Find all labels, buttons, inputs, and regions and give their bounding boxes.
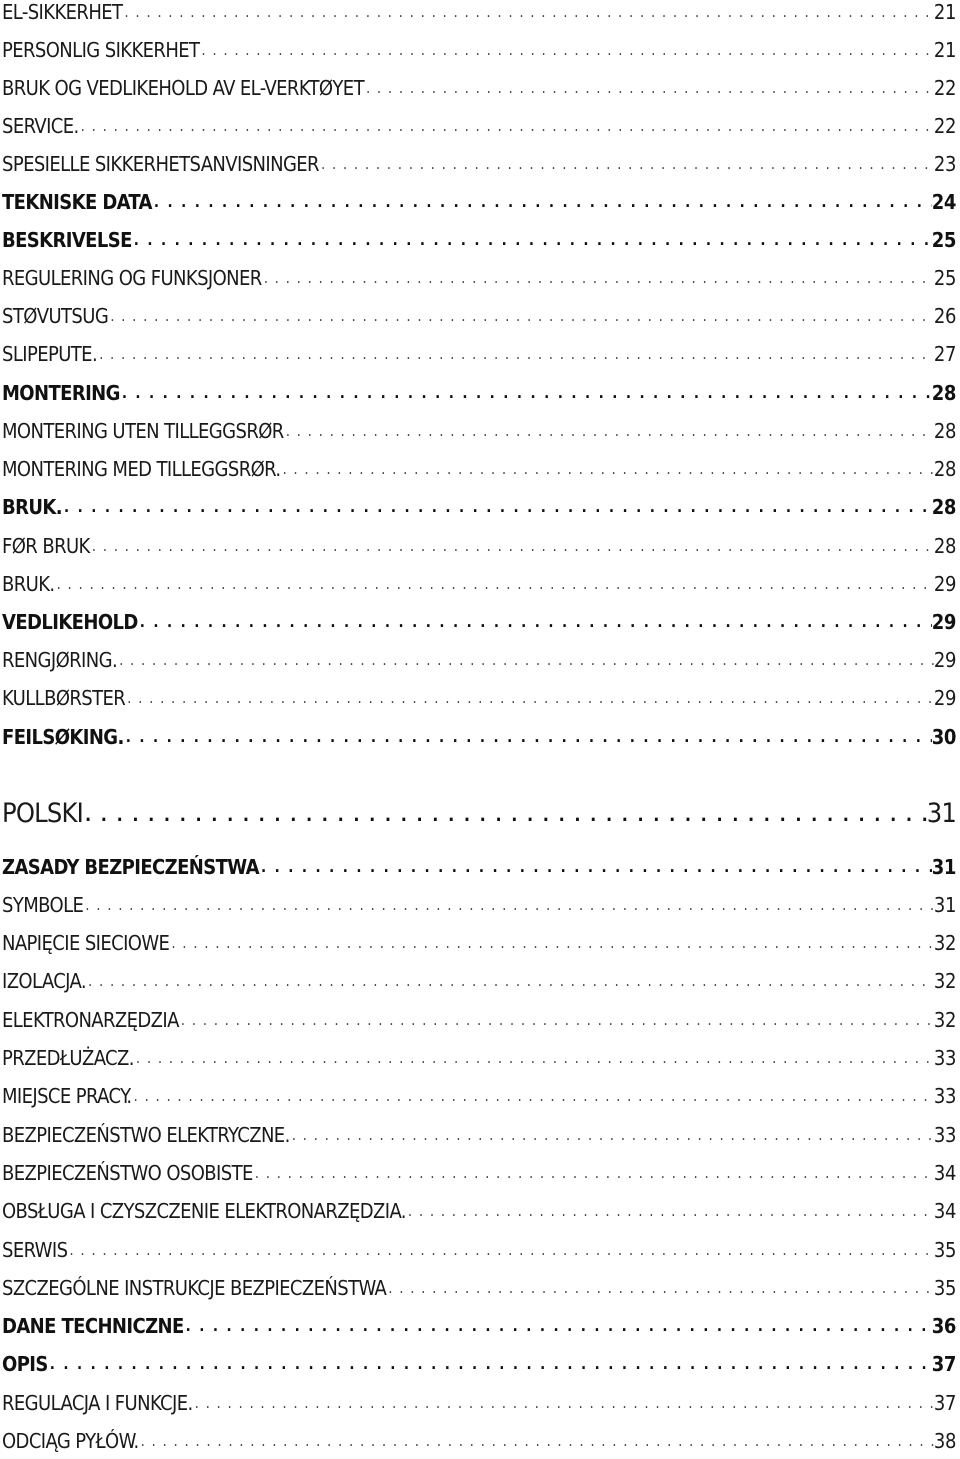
toc-entry[interactable] bbox=[2, 1232, 956, 1262]
toc-entry[interactable] bbox=[2, 963, 956, 993]
toc-entry[interactable] bbox=[2, 719, 956, 749]
toc-entry-page: 36 bbox=[931, 1314, 956, 1338]
dot-leader bbox=[62, 497, 932, 517]
toc-entry-page: 32 bbox=[933, 969, 956, 993]
dot-leader bbox=[152, 192, 932, 212]
dot-leader bbox=[259, 857, 932, 877]
toc-entry-title: REGULERING OG FUNKSJONER bbox=[2, 266, 262, 290]
toc-entry-title: SYMBOLE bbox=[2, 893, 84, 917]
toc-entry-title: SZCZEGÓLNE INSTRUKCJE BEZPIECZEŃSTWA bbox=[2, 1276, 387, 1300]
toc-entry-title: SERWIS bbox=[2, 1238, 68, 1262]
toc-entry-title: DANE TECHNICZNE bbox=[2, 1314, 184, 1338]
toc-entry-title: IZOLACJA. bbox=[2, 969, 87, 993]
toc-entry-page: 34 bbox=[933, 1199, 956, 1223]
toc-entry[interactable] bbox=[2, 1423, 956, 1453]
toc-entry-title: SLIPEPUTE. bbox=[2, 342, 98, 366]
toc-entry-title: SERVICE. bbox=[2, 114, 79, 138]
toc-entry-title: SPESIELLE SIKKERHETSANVISNINGER bbox=[2, 152, 319, 176]
toc-entry-title: BEZPIECZEŃSTWO OSOBISTE bbox=[2, 1161, 253, 1185]
toc-entry-page: 28 bbox=[933, 419, 956, 443]
dot-leader bbox=[108, 306, 934, 326]
toc-entry[interactable] bbox=[2, 1308, 956, 1338]
toc-entry-title: ODCIĄG PYŁÓW. bbox=[2, 1429, 139, 1453]
dot-leader bbox=[120, 383, 932, 403]
toc-entry[interactable] bbox=[2, 849, 956, 879]
toc-entry-title: POLSKI bbox=[2, 798, 83, 829]
toc-entry[interactable] bbox=[2, 528, 956, 558]
toc-entry[interactable] bbox=[2, 32, 956, 62]
toc-entry-title: BRUK. bbox=[2, 495, 62, 519]
toc-entry-page: 27 bbox=[933, 342, 956, 366]
dot-leader bbox=[193, 1393, 934, 1413]
toc-entry[interactable] bbox=[2, 1193, 956, 1223]
toc-entry-title: BRUK OG VEDLIKEHOLD AV EL-VERKTØYET bbox=[2, 76, 364, 100]
dot-leader bbox=[179, 1010, 934, 1030]
toc-entry-page: 28 bbox=[931, 495, 956, 519]
toc-entry-title: EL-SIKKERHET bbox=[2, 0, 123, 24]
toc-entry[interactable] bbox=[2, 1002, 956, 1032]
toc-entry-title: NAPIĘCIE SIECIOWE bbox=[2, 931, 170, 955]
toc-entry[interactable] bbox=[2, 1155, 956, 1185]
dot-leader bbox=[139, 1431, 934, 1451]
toc-entry[interactable] bbox=[2, 1117, 956, 1147]
toc-entry[interactable] bbox=[2, 680, 956, 710]
toc-entry-page: 34 bbox=[933, 1161, 956, 1185]
dot-leader bbox=[55, 574, 934, 594]
dot-leader bbox=[97, 344, 934, 364]
toc-entry-title: KULLBØRSTER bbox=[2, 686, 126, 710]
toc-entry[interactable] bbox=[2, 566, 956, 596]
toc-entry-title: OPIS bbox=[2, 1352, 48, 1376]
toc-entry-page: 33 bbox=[933, 1084, 956, 1108]
toc-entry[interactable] bbox=[2, 1078, 956, 1108]
toc-entry-title: MIEJSCE PRACY. bbox=[2, 1084, 132, 1108]
dot-leader bbox=[290, 1125, 934, 1145]
dot-leader bbox=[364, 78, 934, 98]
toc-entry[interactable] bbox=[2, 184, 956, 214]
dot-leader bbox=[134, 1048, 934, 1068]
toc-entry-page: 29 bbox=[933, 648, 956, 672]
toc-entry-page: 28 bbox=[933, 457, 956, 481]
dot-leader bbox=[86, 971, 934, 991]
toc-entry-title: OBSŁUGA I CZYSZCZENIE ELEKTRONARZĘDZIA. bbox=[2, 1199, 406, 1223]
toc-entry[interactable] bbox=[2, 222, 956, 252]
dot-leader bbox=[284, 421, 934, 441]
toc-entry-title: MONTERING MED TILLEGGSRØR. bbox=[2, 457, 281, 481]
toc-entry[interactable] bbox=[2, 1270, 956, 1300]
dot-leader bbox=[132, 1086, 934, 1106]
dot-leader bbox=[132, 230, 932, 250]
toc-entry-title: PERSONLIG SIKKERHET bbox=[2, 38, 200, 62]
toc-entry-title: ELEKTRONARZĘDZIA bbox=[2, 1008, 179, 1032]
dot-leader bbox=[124, 727, 932, 747]
toc-entry[interactable] bbox=[2, 260, 956, 290]
toc-entry-title: VEDLIKEHOLD bbox=[2, 610, 138, 634]
toc-entry[interactable] bbox=[2, 489, 956, 519]
toc-entry[interactable] bbox=[2, 604, 956, 634]
dot-leader bbox=[406, 1201, 934, 1221]
toc-entry-page: 28 bbox=[933, 534, 956, 558]
toc-entry-page: 26 bbox=[933, 304, 956, 328]
toc-entry-page: 30 bbox=[931, 725, 956, 749]
toc-entry-title: ZASADY BEZPIECZEŃSTWA bbox=[2, 855, 259, 879]
toc-entry-title: RENGJØRING. bbox=[2, 648, 118, 672]
toc-entry-page: 33 bbox=[933, 1123, 956, 1147]
toc-entry-title: BESKRIVELSE bbox=[2, 228, 132, 252]
toc-entry[interactable] bbox=[2, 1385, 956, 1415]
toc-entry-page: 22 bbox=[933, 114, 956, 138]
dot-leader bbox=[169, 933, 934, 953]
toc-entry-page: 31 bbox=[933, 893, 956, 917]
toc-entry-page: 32 bbox=[933, 931, 956, 955]
dot-leader bbox=[138, 612, 932, 632]
toc-entry[interactable] bbox=[2, 887, 956, 917]
dot-leader bbox=[280, 459, 933, 479]
toc-entry-title: STØVUTSUG bbox=[2, 304, 109, 328]
toc-section-heading[interactable] bbox=[2, 790, 956, 830]
toc-entry-page: 22 bbox=[933, 76, 956, 100]
toc-entry-page: 35 bbox=[933, 1276, 956, 1300]
toc-entry-page: 37 bbox=[931, 1352, 956, 1376]
dot-leader bbox=[79, 116, 934, 136]
dot-leader bbox=[122, 2, 933, 22]
dot-leader bbox=[117, 650, 934, 670]
toc-entry-title: MONTERING bbox=[2, 381, 120, 405]
toc-entry-page: 24 bbox=[931, 190, 956, 214]
dot-leader bbox=[83, 895, 934, 915]
toc-entry[interactable] bbox=[2, 413, 956, 443]
dot-leader bbox=[253, 1163, 934, 1183]
toc-entry[interactable] bbox=[2, 0, 956, 24]
toc-entry[interactable] bbox=[2, 1040, 956, 1070]
toc-entry-page: 21 bbox=[933, 38, 956, 62]
dot-leader bbox=[83, 806, 927, 826]
toc-entry-page: 35 bbox=[933, 1238, 956, 1262]
toc-entry-page: 28 bbox=[931, 381, 956, 405]
toc-entry-page: 29 bbox=[933, 686, 956, 710]
toc-entry[interactable] bbox=[2, 451, 956, 481]
toc-entry[interactable] bbox=[2, 336, 956, 366]
toc-entry-page: 38 bbox=[933, 1429, 956, 1453]
toc-entry-title: FØR BRUK bbox=[2, 534, 90, 558]
toc-entry[interactable] bbox=[2, 1346, 956, 1376]
toc-entry-page: 25 bbox=[931, 228, 956, 252]
toc-entry-page: 31 bbox=[926, 798, 956, 829]
toc-entry-page: 25 bbox=[933, 266, 956, 290]
dot-leader bbox=[319, 154, 934, 174]
toc-entry[interactable] bbox=[2, 298, 956, 328]
dot-leader bbox=[386, 1278, 934, 1298]
dot-leader bbox=[90, 536, 934, 556]
toc-entry[interactable] bbox=[2, 642, 956, 672]
toc-entry[interactable] bbox=[2, 146, 956, 176]
toc-entry-page: 31 bbox=[931, 855, 956, 879]
toc-entry-title: PRZEDŁUŻACZ. bbox=[2, 1046, 134, 1070]
dot-leader bbox=[262, 268, 934, 288]
toc-entry[interactable] bbox=[2, 70, 956, 100]
dot-leader bbox=[48, 1354, 932, 1374]
toc-entry-title: MONTERING UTEN TILLEGGSRØR bbox=[2, 419, 284, 443]
toc-entry-title: FEILSØKING. bbox=[2, 725, 124, 749]
toc-entry[interactable] bbox=[2, 925, 956, 955]
toc-entry-page: 32 bbox=[933, 1008, 956, 1032]
dot-leader bbox=[125, 688, 934, 708]
toc-entry-page: 29 bbox=[931, 610, 956, 634]
toc-entry-title: BEZPIECZEŃSTWO ELEKTRYCZNE. bbox=[2, 1123, 290, 1147]
toc-entry-page: 37 bbox=[933, 1391, 956, 1415]
toc-entry-title: BRUK. bbox=[2, 572, 55, 596]
toc-entry-page: 29 bbox=[933, 572, 956, 596]
toc-entry[interactable] bbox=[2, 108, 956, 138]
toc-entry-page: 23 bbox=[933, 152, 956, 176]
toc-entry-title: REGULACJA I FUNKCJE. bbox=[2, 1391, 193, 1415]
dot-leader bbox=[67, 1240, 934, 1260]
toc-entry-page: 21 bbox=[933, 0, 956, 24]
dot-leader bbox=[184, 1316, 932, 1336]
toc-entry-page: 33 bbox=[933, 1046, 956, 1070]
dot-leader bbox=[199, 40, 933, 60]
toc-entry[interactable] bbox=[2, 375, 956, 405]
toc-entry-title: TEKNISKE DATA bbox=[2, 190, 152, 214]
